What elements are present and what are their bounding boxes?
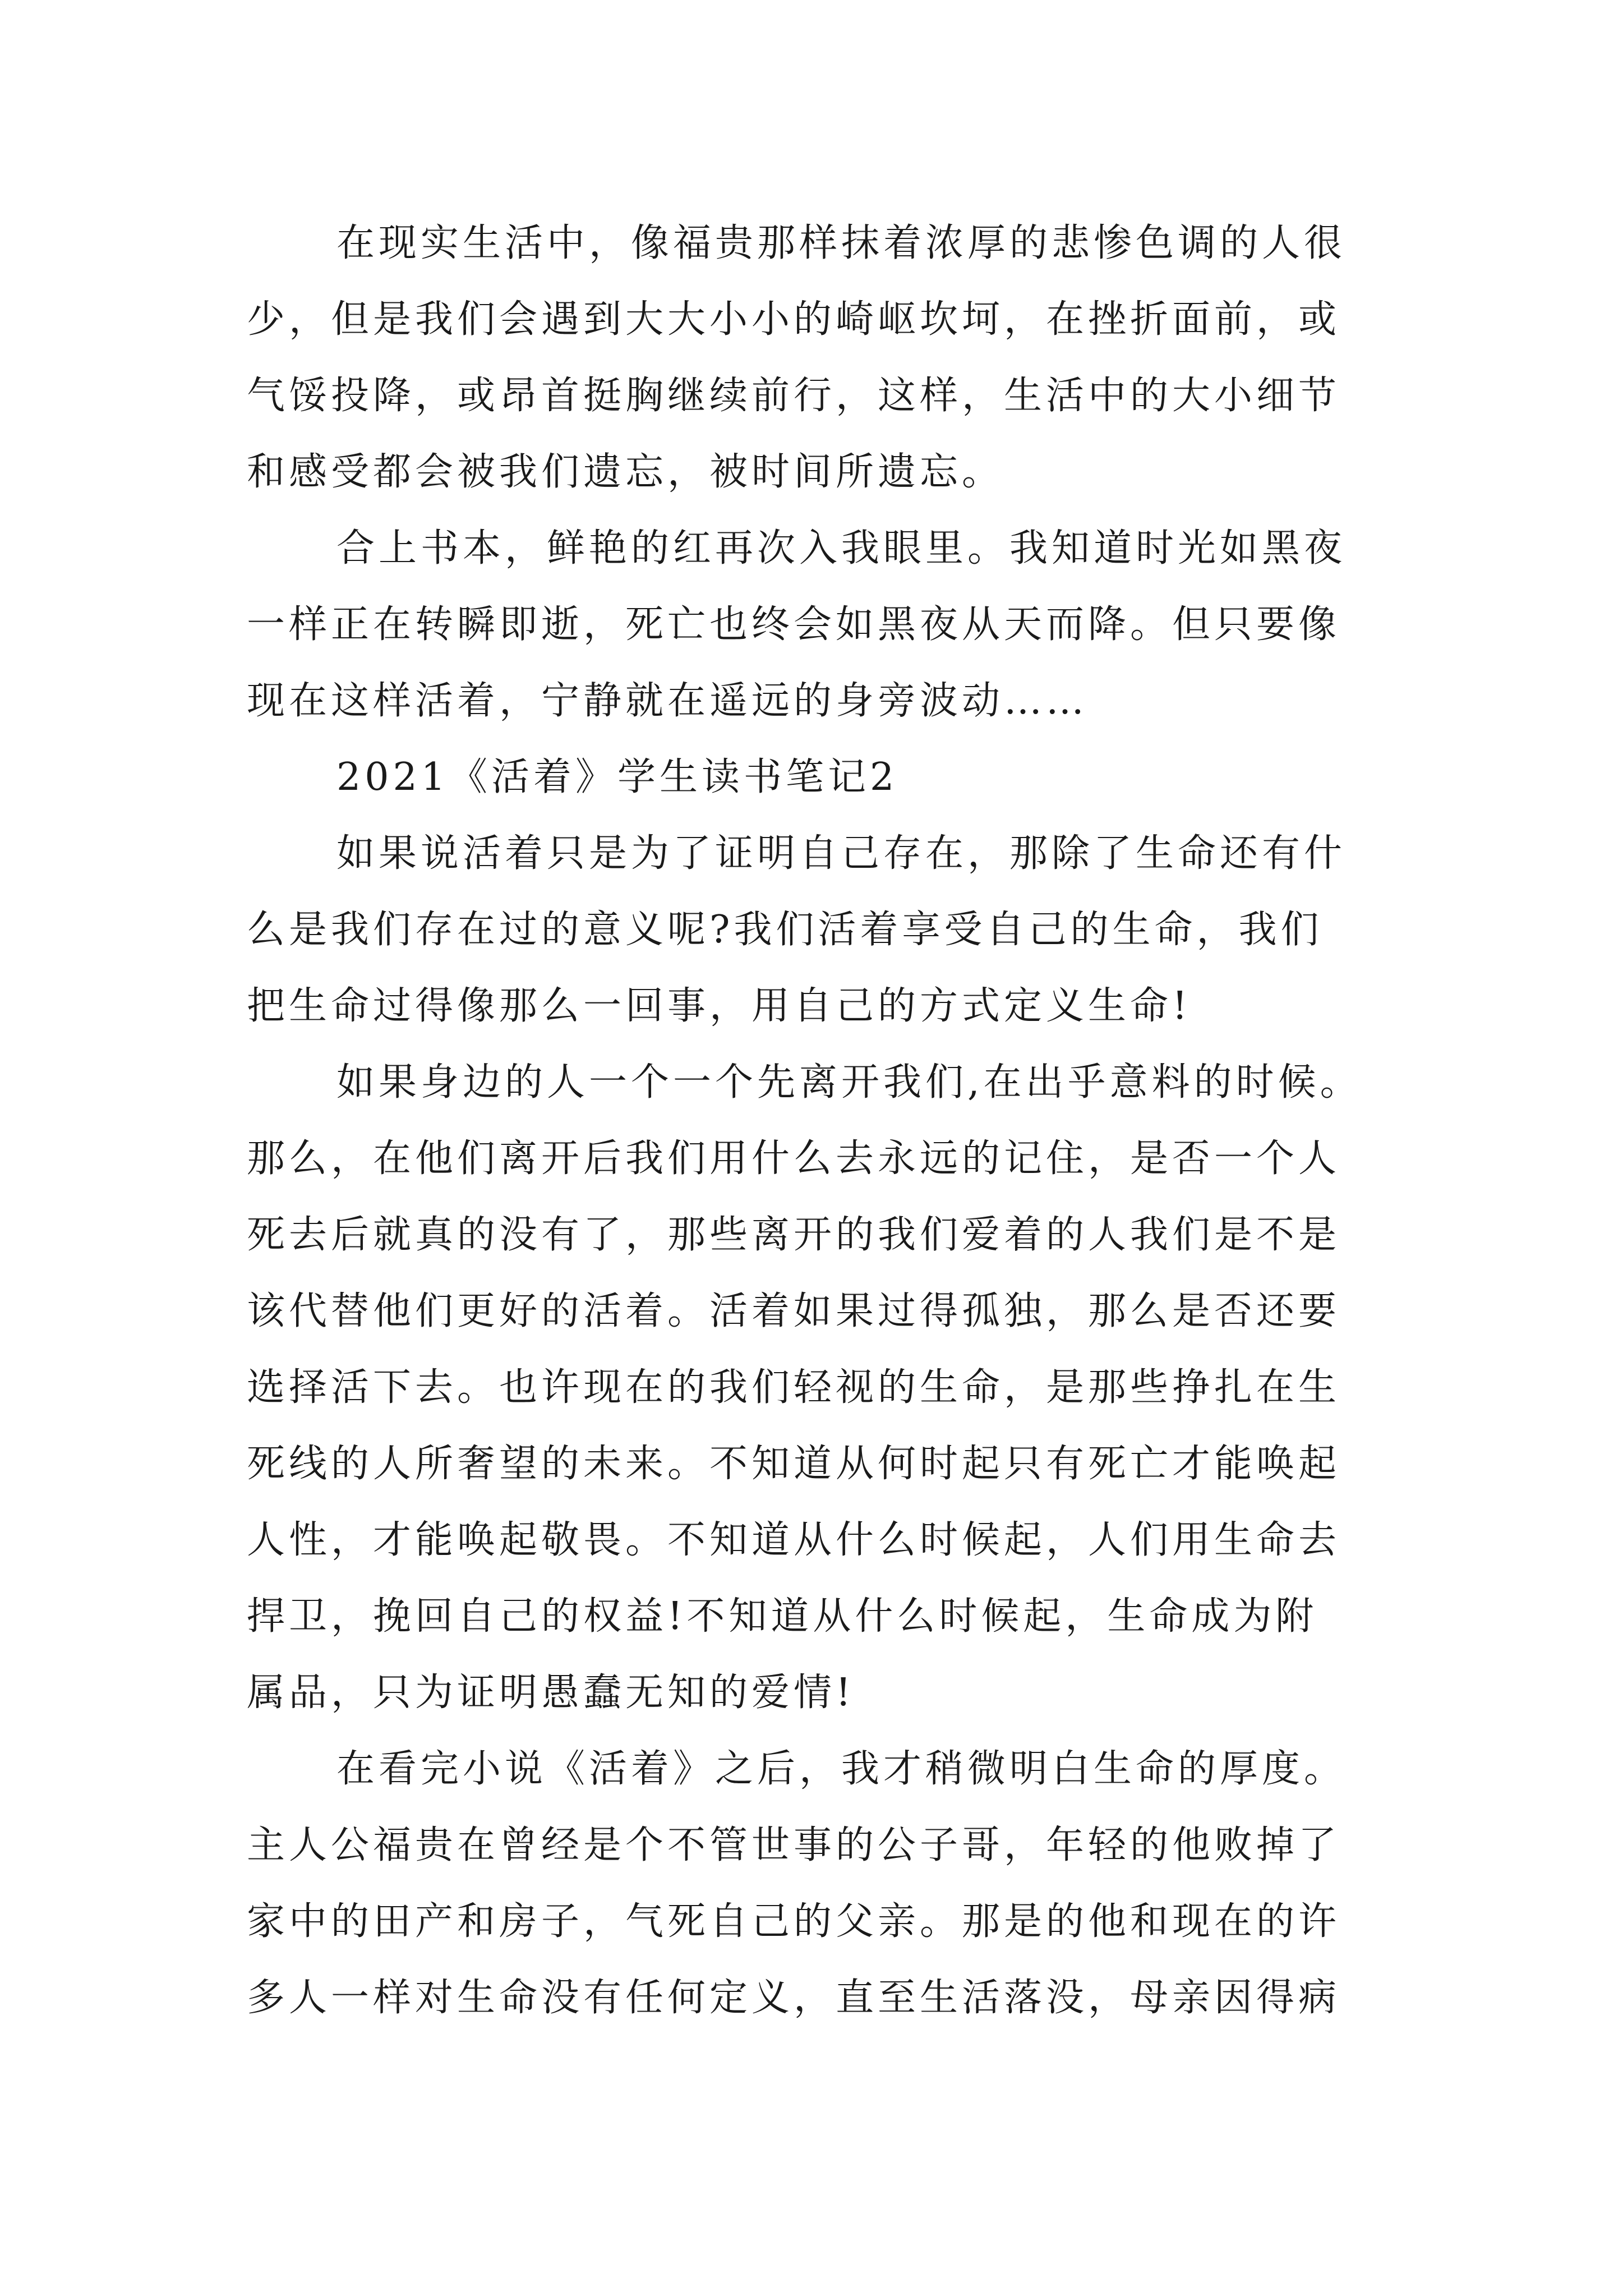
paragraph-2-line-2: 一样正在转瞬即逝，死亡也终会如黑夜从天而降。但只要像 [247,602,1341,647]
paragraph-4-line-5: 选择活下去。也许现在的我们轻视的生命，是那些挣扎在生 [247,1365,1341,1410]
paragraph-5-line-4: 多人一样对生命没有任何定义，直至生活落没，母亲因得病 [247,1976,1341,2020]
paragraph-4-line-3: 死去后就真的没有了，那些离开的我们爱着的人我们是不是 [247,1213,1341,1257]
paragraph-1-line-4: 和感受都会被我们遗忘，被时间所遗忘。 [247,450,1004,494]
paragraph-4-line-6: 死线的人所奢望的未来。不知道从何时起只有死亡才能唤起 [247,1442,1341,1486]
paragraph-4-line-8: 捍卫，挽回自己的权益!不知道从什么时候起，生命成为附 [247,1594,1318,1639]
paragraph-2-line-3: 现在这样活着，宁静就在遥远的身旁波动…… [247,679,1089,723]
paragraph-1-line-3: 气馁投降，或昂首挺胸继续前行，这样，生活中的大小细节 [247,374,1341,418]
paragraph-4-line-1: 如果身边的人一个一个先离开我们,在出乎意料的时候。 [336,1060,1362,1105]
paragraph-3-line-3: 把生命过得像那么一回事，用自己的方式定义生命! [247,984,1192,1028]
paragraph-5-line-3: 家中的田产和房子，气死自己的父亲。那是的他和现在的许 [247,1899,1341,1944]
paragraph-2-line-1: 合上书本，鲜艳的红再次入我眼里。我知道时光如黑夜 [336,526,1347,570]
section-heading: 2021《活着》学生读书笔记2 [336,755,898,799]
paragraph-4-line-2: 那么，在他们离开后我们用什么去永远的记住，是否一个人 [247,1137,1341,1181]
paragraph-1-line-1: 在现实生活中，像福贵那样抹着浓厚的悲惨色调的人很 [336,221,1347,265]
paragraph-3-line-2: 么是我们存在过的意义呢?我们活着享受自己的生命，我们 [247,908,1323,952]
paragraph-4-line-7: 人性，才能唤起敬畏。不知道从什么时候起，人们用生命去 [247,1518,1341,1562]
paragraph-4-line-9: 属品，只为证明愚蠢无知的爱情! [247,1671,855,1715]
paragraph-5-line-1: 在看完小说《活着》之后，我才稍微明白生命的厚度。 [336,1747,1347,1791]
paragraph-5-line-2: 主人公福贵在曾经是个不管世事的公子哥，年轻的他败掉了 [247,1823,1341,1867]
paragraph-4-line-4: 该代替他们更好的活着。活着如果过得孤独，那么是否还要 [247,1289,1341,1333]
paragraph-3-line-1: 如果说活着只是为了证明自己存在，那除了生命还有什 [336,831,1347,876]
paragraph-1-line-2: 少，但是我们会遇到大大小小的崎岖坎坷，在挫折面前，或 [247,297,1341,342]
